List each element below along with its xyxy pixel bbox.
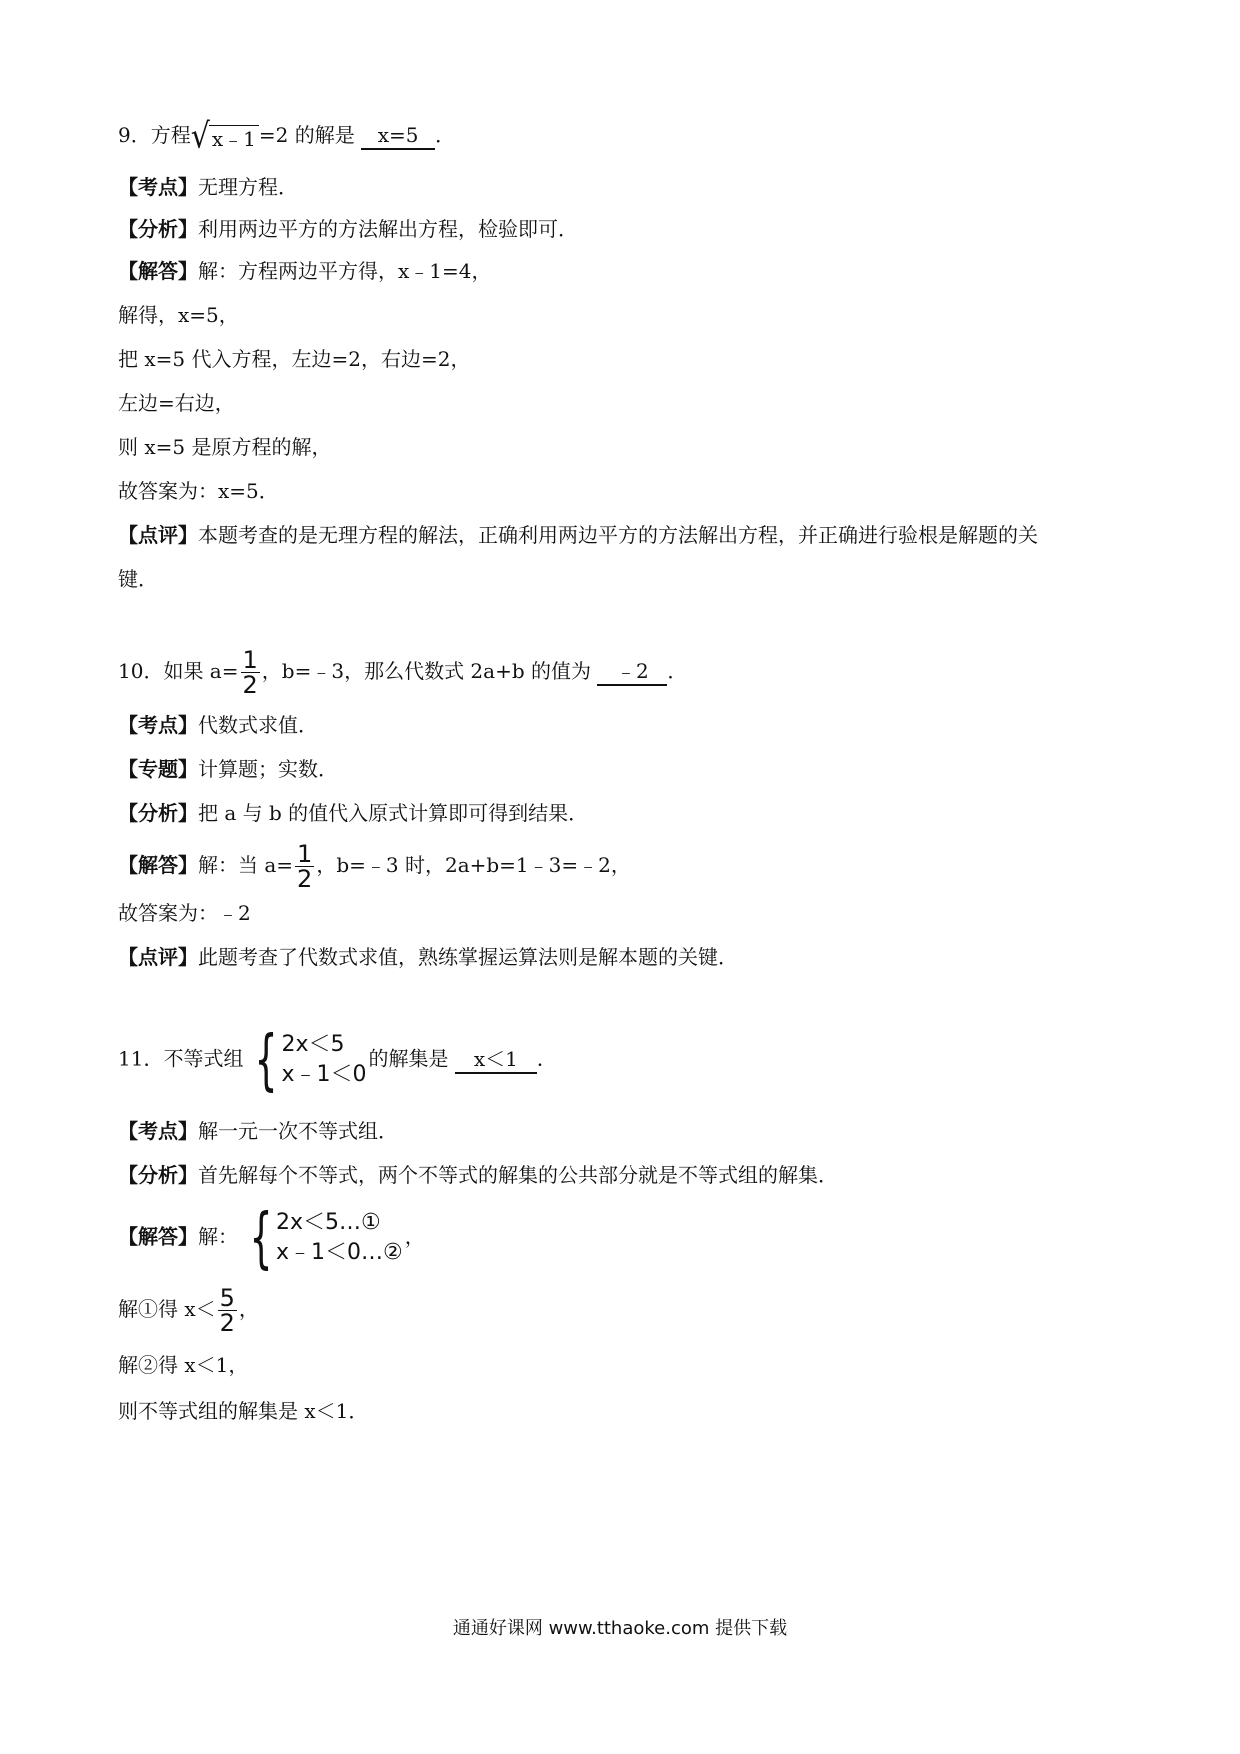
q11-step1 [118,1286,259,1335]
question-number: 11． [118,1046,164,1071]
punctuation: ． [667,659,688,683]
inequality-system [245,1021,367,1098]
solution-step: 故答案为：﹣2 [118,901,251,925]
fraction [295,842,314,891]
section-text: 首先解每个不等式，两个不等式的解集的公共部分就是不等式组的解集． [198,1163,838,1187]
system-row: 2x＜5…① [276,1210,381,1235]
solution-step: 则不等式组的解集是 x＜1． [118,1399,369,1423]
fraction [218,1286,237,1335]
section-text: 解： [198,1224,238,1249]
question-text: ，b=﹣3，那么代数式 2a+b 的值为 [261,659,591,683]
q11-jieda [118,1199,425,1276]
system-row: x﹣1＜0 [281,1062,367,1087]
footer-download-notice: 通通好课网 www.tthaoke.com 提供下载 [452,1618,788,1639]
q9-fenxi [118,214,578,244]
q10-zhuanti [118,754,338,784]
q10-kaodian [118,710,318,740]
question-number: 10． [118,659,164,683]
punctuation: ， [404,1224,425,1249]
section-label: 【点评】 [118,523,198,547]
solution-step: 解②得 x＜1， [118,1353,249,1377]
question-text: =2 的解是 [258,123,355,147]
section-text-continued: 键． [118,567,158,591]
q10-dianping [118,942,738,972]
solution-step: 故答案为：x=5． [118,479,279,503]
solution-step: 把 x=5 代入方程，左边=2，右边=2， [118,347,471,371]
answer-blank: ﹣2 [597,658,667,686]
section-label: 【解答】 [118,1224,198,1249]
section-text: 计算题；实数． [198,757,338,781]
q9-kaodian [118,172,298,202]
radicand: x﹣1 [209,125,259,152]
answer-blank: x＜1 [455,1046,537,1074]
section-label: 【分析】 [118,1163,198,1187]
section-label: 【分析】 [118,217,198,241]
section-label: 【解答】 [118,853,198,877]
section-label: 【专题】 [118,757,198,781]
question-text: 的解集是 [368,1046,449,1071]
question-11 [118,1021,557,1098]
fraction-denominator: 2 [297,865,313,893]
section-text: 无理方程． [198,175,298,199]
question-text: 如果 a= [163,659,239,683]
section-text: 解一元一次不等式组． [198,1119,398,1143]
punctuation: ， [238,1297,259,1321]
section-text: 解：方程两边平方得，x﹣1=4， [198,259,492,283]
left-brace-icon: { [249,1199,273,1276]
question-text: 方程 [150,123,191,147]
answer-blank: x=5 [361,122,435,150]
sqrt-expression [190,116,259,157]
q9-jieda [118,256,492,286]
section-label: 【分析】 [118,801,198,825]
section-text: 此题考查了代数式求值，熟练掌握运算法则是解本题的关键． [198,945,738,969]
q11-kaodian [118,1116,398,1146]
solution-step: 左边=右边， [118,391,235,415]
section-label: 【考点】 [118,1119,198,1143]
q11-fenxi [118,1160,838,1190]
fraction-denominator: 2 [219,1309,235,1337]
section-label: 【点评】 [118,945,198,969]
punctuation: ． [435,123,456,147]
fraction-numerator: 1 [242,646,258,674]
section-text: 把 a 与 b 的值代入原式计算即可得到结果． [198,801,589,825]
q10-fenxi [118,798,588,828]
system-row: x﹣1＜0…② [276,1240,403,1265]
fraction-numerator: 5 [219,1284,235,1312]
question-9 [118,116,456,157]
solution-step: 解①得 x＜ [118,1297,216,1321]
section-label: 【考点】 [118,713,198,737]
q9-dianping [118,520,1038,550]
section-text: 代数式求值． [198,713,318,737]
section-text: 解：当 a= [198,853,294,877]
solution-step: 解得，x=5， [118,303,239,327]
section-label: 【考点】 [118,175,198,199]
question-number: 9． [118,123,151,147]
question-10 [118,648,687,697]
section-text: ，b=﹣3 时，2a+b=1﹣3=﹣2， [316,853,631,877]
section-text: 利用两边平方的方法解出方程，检验即可． [198,217,578,241]
fraction-denominator: 2 [242,671,258,699]
punctuation: ． [536,1046,557,1071]
radical-sign-icon: √ [190,116,210,157]
solution-step: 则 x=5 是原方程的解， [118,435,332,459]
fraction [241,648,260,697]
section-label: 【解答】 [118,259,198,283]
q10-jieda [118,842,631,891]
system-row: 2x＜5 [281,1032,345,1057]
section-text: 本题考查的是无理方程的解法，正确利用两边平方的方法解出方程，并正确进行验根是解题的关 [198,523,1038,547]
question-text: 不等式组 [163,1046,244,1071]
inequality-system [240,1199,403,1276]
fraction-numerator: 1 [297,840,313,868]
left-brace-icon: { [254,1021,279,1098]
